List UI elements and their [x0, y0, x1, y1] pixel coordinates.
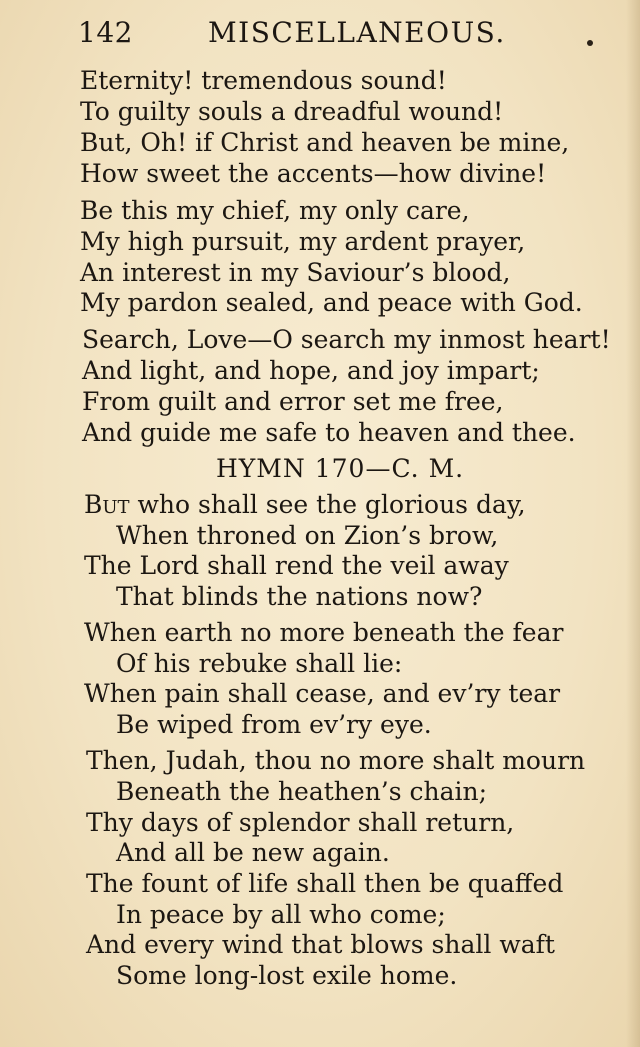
page-number: 142: [78, 16, 133, 49]
poem-line: And light, and hope, and joy impart;: [82, 356, 540, 385]
poem-line: Be this my chief, my only care,: [80, 196, 470, 225]
hymn-line: The fount of life shall then be quaffed: [86, 869, 564, 898]
hymn-line: When throned on Zion’s brow,: [116, 521, 499, 550]
poem-line: And guide me safe to heaven and thee.: [82, 418, 576, 447]
hymn-line: Then, Judah, thou no more shalt mourn: [86, 746, 586, 775]
hymn-line: Thy days of splendor shall return,: [86, 808, 515, 837]
poem-line: My high pursuit, my ardent prayer,: [80, 227, 526, 256]
running-head: MISCELLANEOUS.: [208, 16, 506, 49]
hymn-line: In peace by all who come;: [116, 900, 446, 929]
poem-line: My pardon sealed, and peace with God.: [80, 288, 583, 317]
hymn-line: That blinds the nations now?: [116, 582, 483, 611]
poem-line: But, Oh! if Christ and heaven be mine,: [80, 128, 570, 157]
hymn-line: When pain shall cease, and ev’ry tear: [84, 679, 561, 708]
hymn-line: The Lord shall rend the veil away: [84, 551, 509, 580]
poem-line: Search, Love—O search my inmost heart!: [82, 325, 611, 354]
poem-line: To guilty souls a dreadful wound!: [80, 97, 504, 126]
page-edge-shadow: [626, 0, 640, 1047]
hymn-line: Some long-lost exile home.: [116, 961, 458, 990]
hymn-line-text: who shall see the glorious day,: [129, 490, 526, 519]
hymn-line: When earth no more beneath the fear: [84, 618, 564, 647]
hymn-line: Of his rebuke shall lie:: [116, 649, 403, 678]
hymn-line: Beneath the heathen’s chain;: [116, 777, 488, 806]
ink-speck: [587, 40, 593, 46]
hymn-line: [84, 492, 526, 517]
hymn-first-word: But: [84, 490, 130, 519]
hymn-line: Be wiped from ev’ry eye.: [116, 710, 432, 739]
hymn-title: HYMN 170—C. M.: [216, 454, 465, 483]
hymn-line: And all be new again.: [116, 838, 390, 867]
hymn-line: And every wind that blows shall waft: [86, 930, 555, 959]
poem-line: From guilt and error set me free,: [82, 387, 504, 416]
poem-line: Eternity! tremendous sound!: [80, 66, 447, 95]
page-header: [78, 14, 608, 54]
poem-line: How sweet the accents—how divine!: [80, 159, 547, 188]
poem-line: An interest in my Saviour’s blood,: [80, 258, 511, 287]
